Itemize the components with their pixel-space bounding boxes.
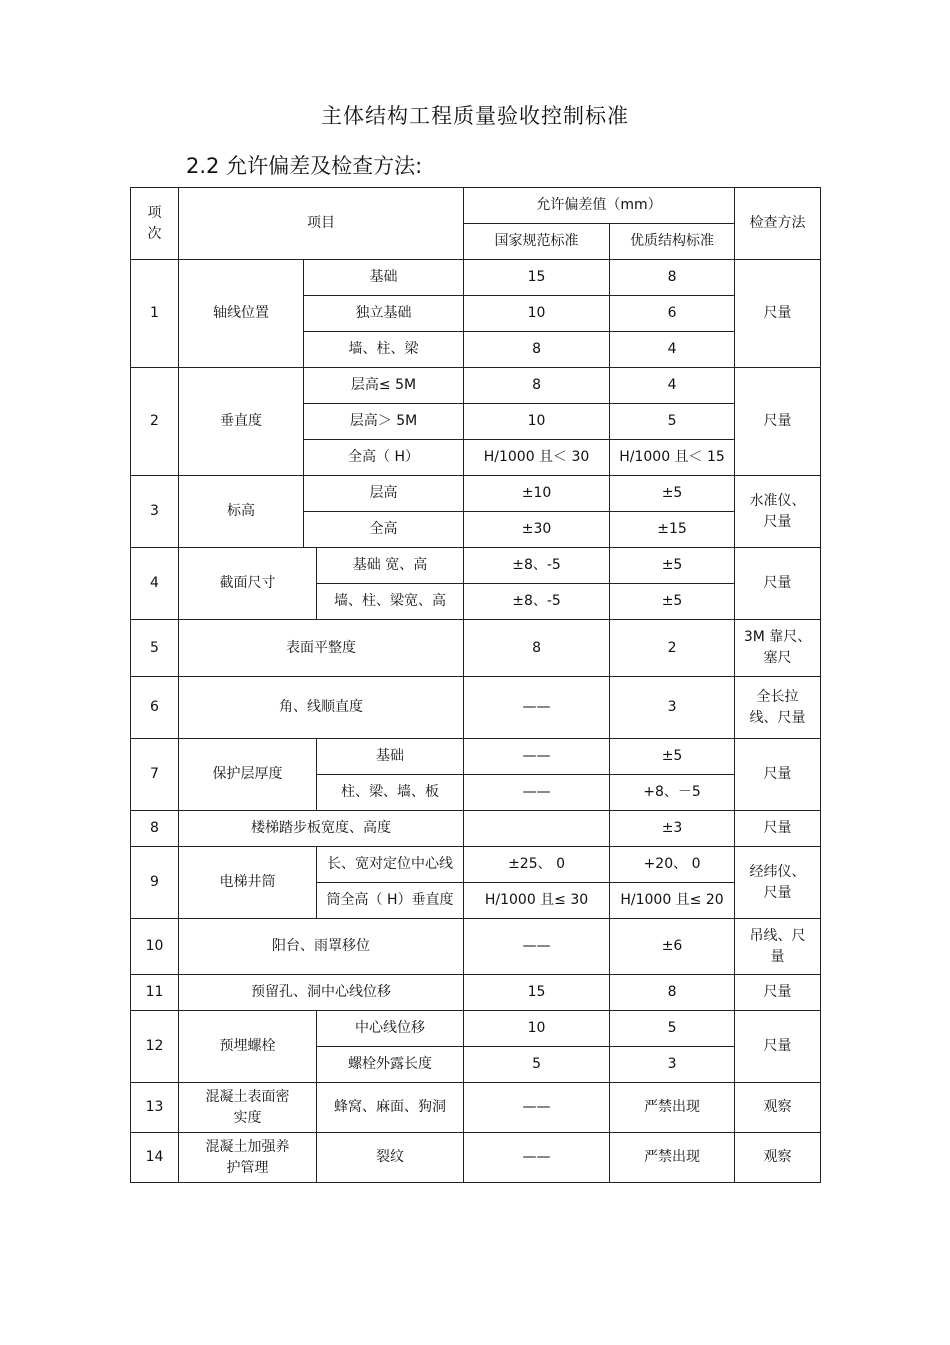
row-subitem: 长、宽对定位中心线 (317, 847, 464, 883)
table-row (131, 677, 821, 739)
row-item: 截面尺寸 (179, 548, 317, 620)
row-quality: ±3 (610, 811, 735, 847)
row-quality: 5 (610, 1011, 735, 1047)
row-quality: ±5 (610, 739, 735, 775)
row-national: 10 (464, 1011, 610, 1047)
row-item: 垂直度 (179, 368, 304, 476)
row-item: 预埋螺栓 (179, 1011, 317, 1083)
row-subitem: 基础 宽、高 (317, 548, 464, 584)
row-method: 水准仪、 尺量 (735, 476, 821, 548)
document-title: 主体结构工程质量验收控制标准 (321, 104, 629, 128)
row-method: 尺量 (735, 260, 821, 368)
row-item: 电梯井筒 (179, 847, 317, 919)
header-tolerance: 允许偏差值（mm） (464, 188, 735, 224)
table-row (131, 847, 821, 883)
row-method: 尺量 (735, 811, 821, 847)
row-national: —— (464, 739, 610, 775)
row-item: 角、线顺直度 (179, 677, 464, 739)
row-subitem: 全高（ H） (304, 440, 464, 476)
row-national: —— (464, 677, 610, 739)
row-method: 全长拉 线、尺量 (735, 677, 821, 739)
row-national: 15 (464, 260, 610, 296)
row-quality: ±6 (610, 919, 735, 975)
row-national: ±10 (464, 476, 610, 512)
header-method: 检查方法 (735, 188, 821, 260)
row-subitem: 蜂窝、麻面、狗洞 (317, 1083, 464, 1133)
row-subitem: 中心线位移 (317, 1011, 464, 1047)
row-subitem: 层高＞ 5M (304, 404, 464, 440)
row-method: 尺量 (735, 739, 821, 811)
row-subitem: 墙、柱、梁宽、高 (317, 584, 464, 620)
row-quality: 8 (610, 975, 735, 1011)
row-subitem: 基础 (317, 739, 464, 775)
row-quality: ±5 (610, 476, 735, 512)
row-national: ±8、-5 (464, 584, 610, 620)
row-method: 观察 (735, 1083, 821, 1133)
row-no: 6 (131, 677, 179, 739)
table-row (131, 1133, 821, 1183)
row-item: 阳台、雨罩移位 (179, 919, 464, 975)
row-subitem: 墙、柱、梁 (304, 332, 464, 368)
row-national: 10 (464, 404, 610, 440)
row-national: —— (464, 1133, 610, 1183)
row-national: ±25、 0 (464, 847, 610, 883)
row-quality: +8、－5 (610, 775, 735, 811)
row-national: ±8、-5 (464, 548, 610, 584)
row-no: 3 (131, 476, 179, 548)
row-subitem: 裂纹 (317, 1133, 464, 1183)
row-subitem: 筒全高（ H）垂直度 (317, 883, 464, 919)
row-subitem: 螺栓外露长度 (317, 1047, 464, 1083)
row-no: 7 (131, 739, 179, 811)
table-row (131, 919, 821, 975)
row-no: 14 (131, 1133, 179, 1183)
row-method: 3M 靠尺、 塞尺 (735, 620, 821, 677)
row-national (464, 811, 610, 847)
row-subitem: 柱、梁、墙、板 (317, 775, 464, 811)
row-no: 8 (131, 811, 179, 847)
row-subitem: 层高 (304, 476, 464, 512)
row-method: 尺量 (735, 368, 821, 476)
row-item: 楼梯踏步板宽度、高度 (179, 811, 464, 847)
row-no: 12 (131, 1011, 179, 1083)
section-heading: 2.2 允许偏差及检查方法: (186, 154, 423, 178)
row-method: 尺量 (735, 975, 821, 1011)
row-no: 2 (131, 368, 179, 476)
row-quality: 4 (610, 368, 735, 404)
table-row (131, 1011, 821, 1047)
row-item: 标高 (179, 476, 304, 548)
row-subitem: 基础 (304, 260, 464, 296)
row-national: 8 (464, 620, 610, 677)
header-row (131, 188, 821, 224)
row-national: 15 (464, 975, 610, 1011)
header-no: 项 次 (131, 188, 179, 260)
row-subitem: 层高≤ 5M (304, 368, 464, 404)
row-quality: ±15 (610, 512, 735, 548)
table-row (131, 1083, 821, 1133)
row-national: ±30 (464, 512, 610, 548)
table-row (131, 975, 821, 1011)
row-quality: 3 (610, 677, 735, 739)
row-quality: 5 (610, 404, 735, 440)
row-quality: H/1000 且＜ 15 (610, 440, 735, 476)
row-no: 9 (131, 847, 179, 919)
row-no: 10 (131, 919, 179, 975)
row-quality: 2 (610, 620, 735, 677)
table-row (131, 476, 821, 512)
row-method: 吊线、尺 量 (735, 919, 821, 975)
row-no: 4 (131, 548, 179, 620)
row-subitem: 全高 (304, 512, 464, 548)
header-item: 项目 (179, 188, 464, 260)
row-national: —— (464, 1083, 610, 1133)
row-no: 1 (131, 260, 179, 368)
row-quality: H/1000 且≤ 20 (610, 883, 735, 919)
header-national: 国家规范标准 (464, 224, 610, 260)
table-row (131, 620, 821, 677)
row-quality: 8 (610, 260, 735, 296)
row-national: H/1000 且＜ 30 (464, 440, 610, 476)
table-row (131, 811, 821, 847)
row-national: 8 (464, 368, 610, 404)
row-quality: 严禁出现 (610, 1133, 735, 1183)
row-item: 混凝土加强养 护管理 (179, 1133, 317, 1183)
row-quality: 严禁出现 (610, 1083, 735, 1133)
row-item: 表面平整度 (179, 620, 464, 677)
row-national: —— (464, 919, 610, 975)
row-quality: 4 (610, 332, 735, 368)
tolerance-table (130, 187, 821, 1183)
row-method: 经纬仪、 尺量 (735, 847, 821, 919)
row-quality: 6 (610, 296, 735, 332)
row-national: 8 (464, 332, 610, 368)
header-quality: 优质结构标准 (610, 224, 735, 260)
row-quality: ±5 (610, 584, 735, 620)
row-national: H/1000 且≤ 30 (464, 883, 610, 919)
table-row (131, 260, 821, 296)
row-quality: ±5 (610, 548, 735, 584)
row-quality: +20、 0 (610, 847, 735, 883)
table-row (131, 368, 821, 404)
row-item: 轴线位置 (179, 260, 304, 368)
row-quality: 3 (610, 1047, 735, 1083)
row-national: —— (464, 775, 610, 811)
row-no: 11 (131, 975, 179, 1011)
row-item: 保护层厚度 (179, 739, 317, 811)
row-method: 观察 (735, 1133, 821, 1183)
row-item: 预留孔、洞中心线位移 (179, 975, 464, 1011)
row-no: 13 (131, 1083, 179, 1133)
row-method: 尺量 (735, 1011, 821, 1083)
table-row (131, 548, 821, 584)
row-method: 尺量 (735, 548, 821, 620)
row-no: 5 (131, 620, 179, 677)
row-item: 混凝土表面密 实度 (179, 1083, 317, 1133)
row-national: 10 (464, 296, 610, 332)
table-row (131, 739, 821, 775)
row-subitem: 独立基础 (304, 296, 464, 332)
row-national: 5 (464, 1047, 610, 1083)
